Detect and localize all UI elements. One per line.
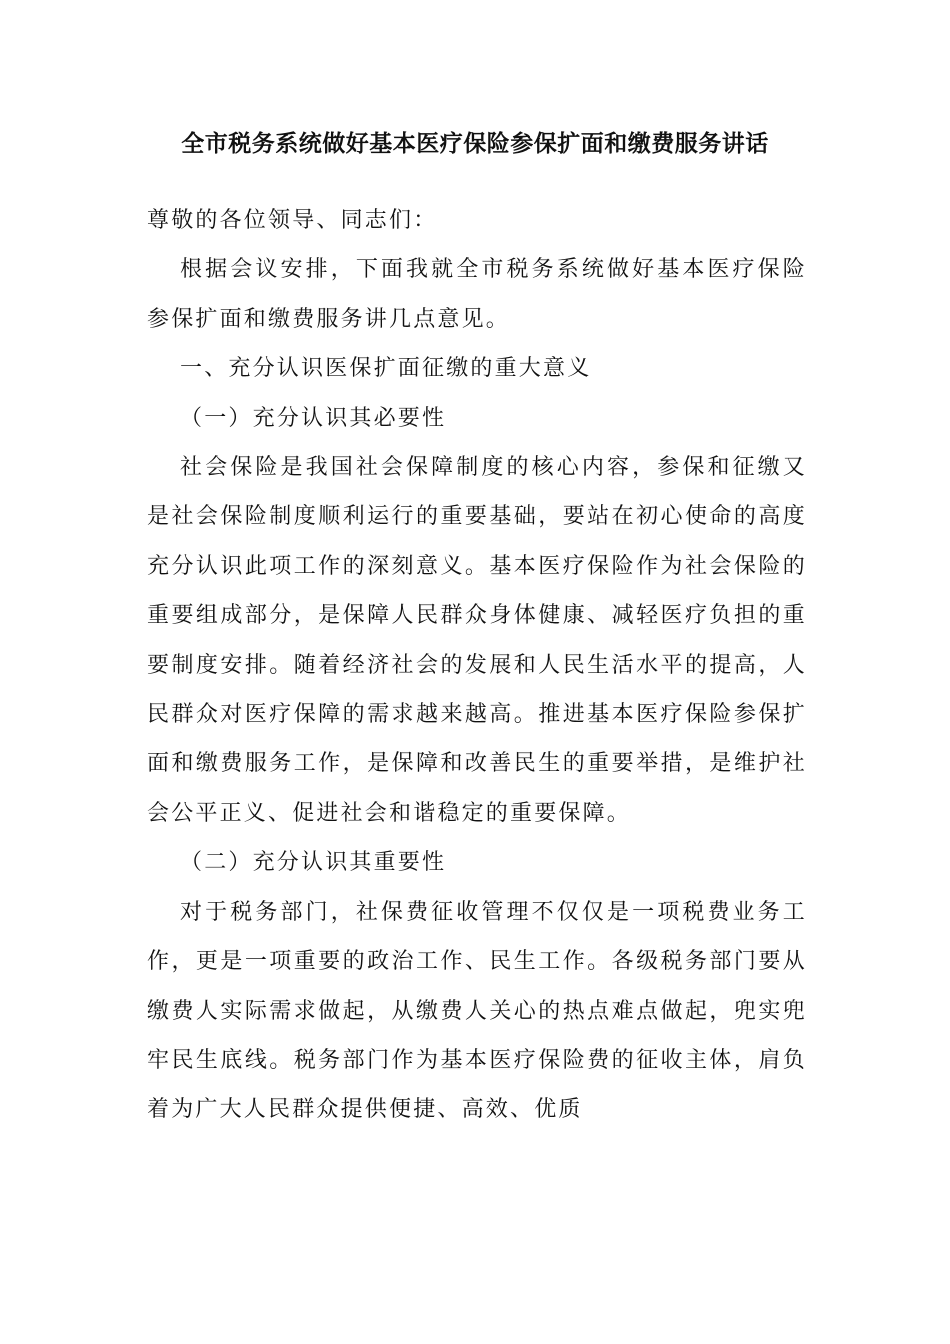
section-heading-1: 一、充分认识医保扩面征缴的重大意义 xyxy=(180,356,592,382)
subsection-heading-1: （一）充分认识其必要性 xyxy=(180,405,447,431)
document-title: 全市税务系统做好基本医疗保险参保扩面和缴费服务讲话 xyxy=(181,131,769,157)
subsection-heading-2: （二）充分认识其重要性 xyxy=(180,850,447,876)
subsection-2-paragraph: 对于税务部门，社保费征收管理不仅仅是一项税费业务工作，更是一项重要的政治工作、民生工作。各级税务部门要从缴费人实际需求做起，从缴费人关心的热点难点做起，兜实兜牢民生底线。税务部门作为基本医疗保险费的征收主体，肩负着为广大人民群众提供便捷、高效、优质 xyxy=(147,899,807,1123)
subsection-1-paragraph: 社会保险是我国社会保障制度的核心内容，参保和征缴又是社会保险制度顺利运行的重要基础，要站在初心使命的高度充分认识此项工作的深刻意义。基本医疗保险作为社会保险的重要组成部分，是保障人民群众身体健康、减轻医疗负担的重要制度安排。随着经济社会的发展和人民生活水平的提高，人民群众对医疗保障的需求越来越高。推进基本医疗保险参保扩面和缴费服务工作，是保障和改善民生的重要举措，是维护社会公平正义、促进社会和谐稳定的重要保障。 xyxy=(147,455,807,826)
salutation: 尊敬的各位领导、同志们： xyxy=(147,208,438,233)
document-body xyxy=(147,196,807,1135)
intro-paragraph: 根据会议安排，下面我就全市税务系统做好基本医疗保险参保扩面和缴费服务讲几点意见。 xyxy=(147,257,807,332)
